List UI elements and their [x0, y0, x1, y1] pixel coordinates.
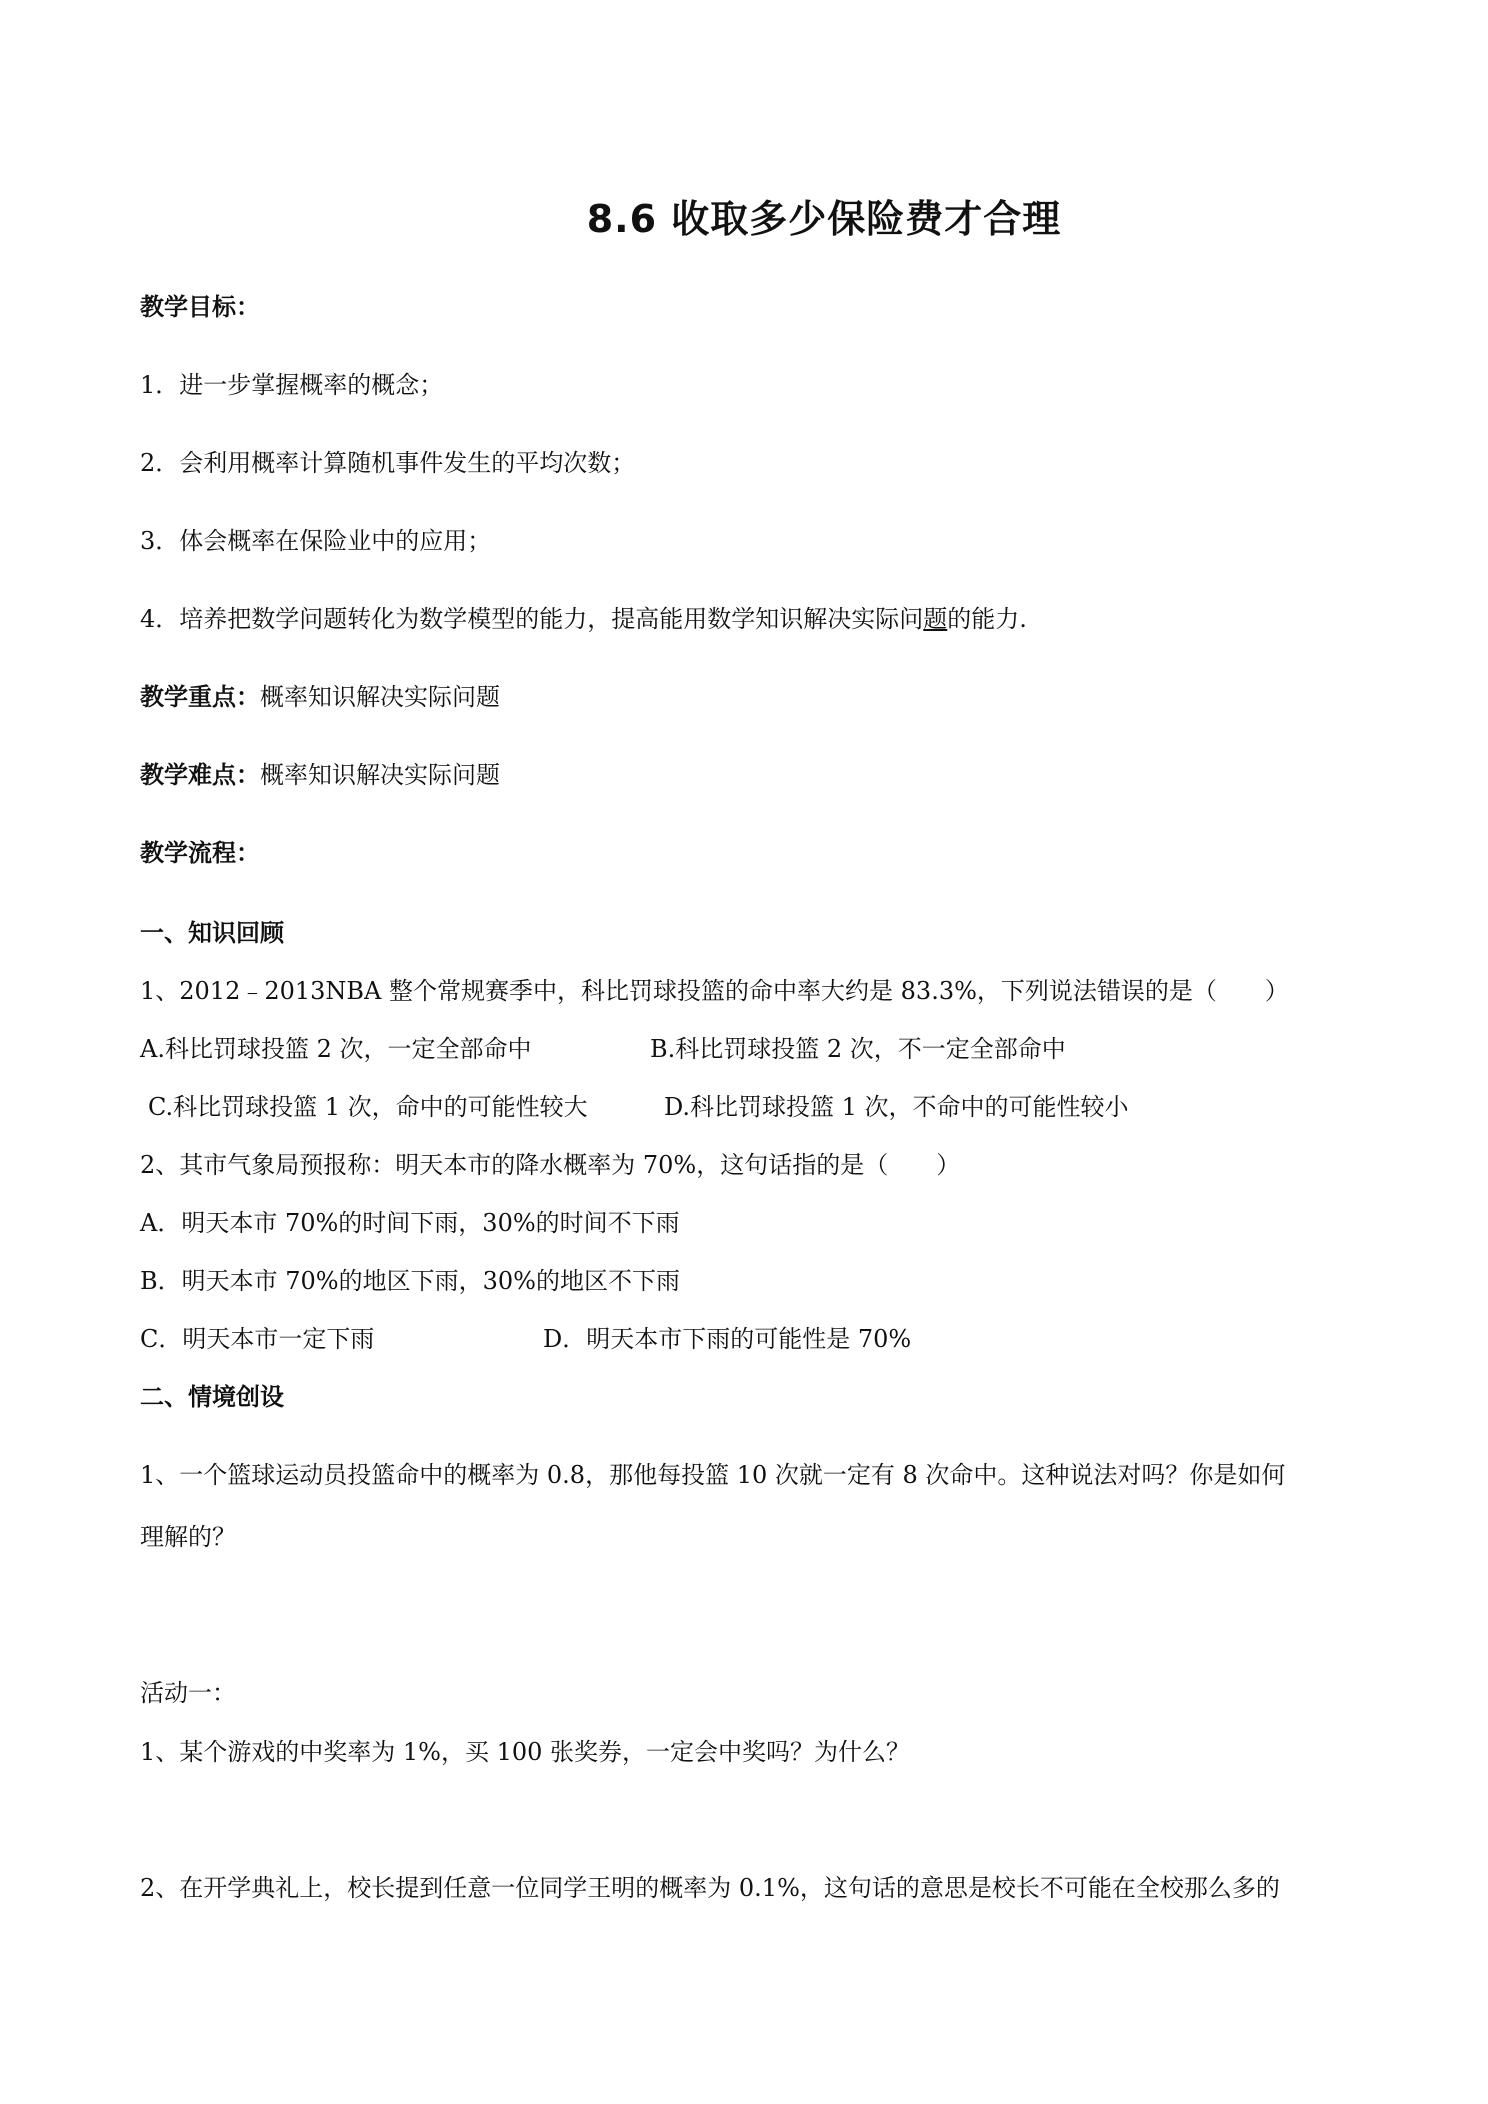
review-question-1: 1、2012﹣2013NBA 整个常规赛季中，科比罚球投篮的命中率大约是 83.3%，下列说法错误的是（ ）	[140, 977, 1289, 1005]
review-q1-option-c: C.科比罚球投篮 1 次，命中的可能性较大	[148, 1093, 588, 1121]
review-q1-option-a: A.科比罚球投篮 2 次，一定全部命中	[140, 1035, 532, 1063]
objectives-heading: 教学目标：	[140, 293, 260, 321]
key-point-text: 概率知识解决实际问题	[260, 683, 500, 711]
objective-item-1: 1．进一步掌握概率的概念；	[140, 371, 444, 399]
scenario-question-1-line2: 理解的？	[140, 1523, 236, 1551]
difficult-point-label: 教学难点：	[140, 761, 260, 789]
section1-heading: 一、知识回顾	[140, 919, 284, 947]
difficult-point-text: 概率知识解决实际问题	[260, 761, 500, 789]
process-heading: 教学流程：	[140, 839, 260, 867]
section2-heading: 二、情境创设	[140, 1383, 284, 1411]
review-q2-option-b: B．明天本市 70%的地区下雨，30%的地区不下雨	[140, 1267, 680, 1295]
review-q2-option-d: D．明天本市下雨的可能性是 70%	[543, 1325, 912, 1353]
activity-question-2: 2、在开学典礼上，校长提到任意一位同学王明的概率为 0.1%，这句话的意思是校长不可能在全校那么多的	[140, 1874, 1280, 1902]
review-q1-option-d: D.科比罚球投篮 1 次，不命中的可能性较小	[664, 1093, 1129, 1121]
objective-item-4	[140, 604, 1027, 634]
review-question-2: 2、其市气象局预报称：明天本市的降水概率为 70%，这句话指的是（ ）	[140, 1151, 961, 1179]
activity-label: 活动一：	[140, 1679, 236, 1707]
scenario-question-1-line1: 1、一个篮球运动员投篮命中的概率为 0.8，那他每投篮 10 次就一定有 8 次命中。这种说法对吗？你是如何	[140, 1461, 1286, 1489]
key-point-label: 教学重点：	[140, 683, 260, 711]
review-q2-option-a: A．明天本市 70%的时间下雨，30%的时间不下雨	[140, 1209, 680, 1237]
objective-item-2: 2．会利用概率计算随机事件发生的平均次数；	[140, 449, 636, 477]
objective-item-3: 3．体会概率在保险业中的应用；	[140, 527, 492, 555]
objective-item-4-underlined: 题	[923, 605, 948, 633]
review-q2-option-c: C．明天本市一定下雨	[140, 1325, 375, 1353]
page-title: 8.6 收取多少保险费才合理	[586, 197, 1062, 241]
objective-item-4-end: 的能力.	[947, 605, 1027, 633]
objective-item-4-text: 4．培养把数学问题转化为数学模型的能力，提高能用数学知识解决实际问	[140, 605, 924, 633]
review-q1-option-b: B.科比罚球投篮 2 次，不一定全部命中	[650, 1035, 1066, 1063]
activity-question-1: 1、某个游戏的中奖率为 1%，买 100 张奖券，一定会中奖吗？为什么？	[140, 1738, 911, 1766]
key-point	[140, 682, 500, 712]
difficult-point	[140, 760, 500, 790]
